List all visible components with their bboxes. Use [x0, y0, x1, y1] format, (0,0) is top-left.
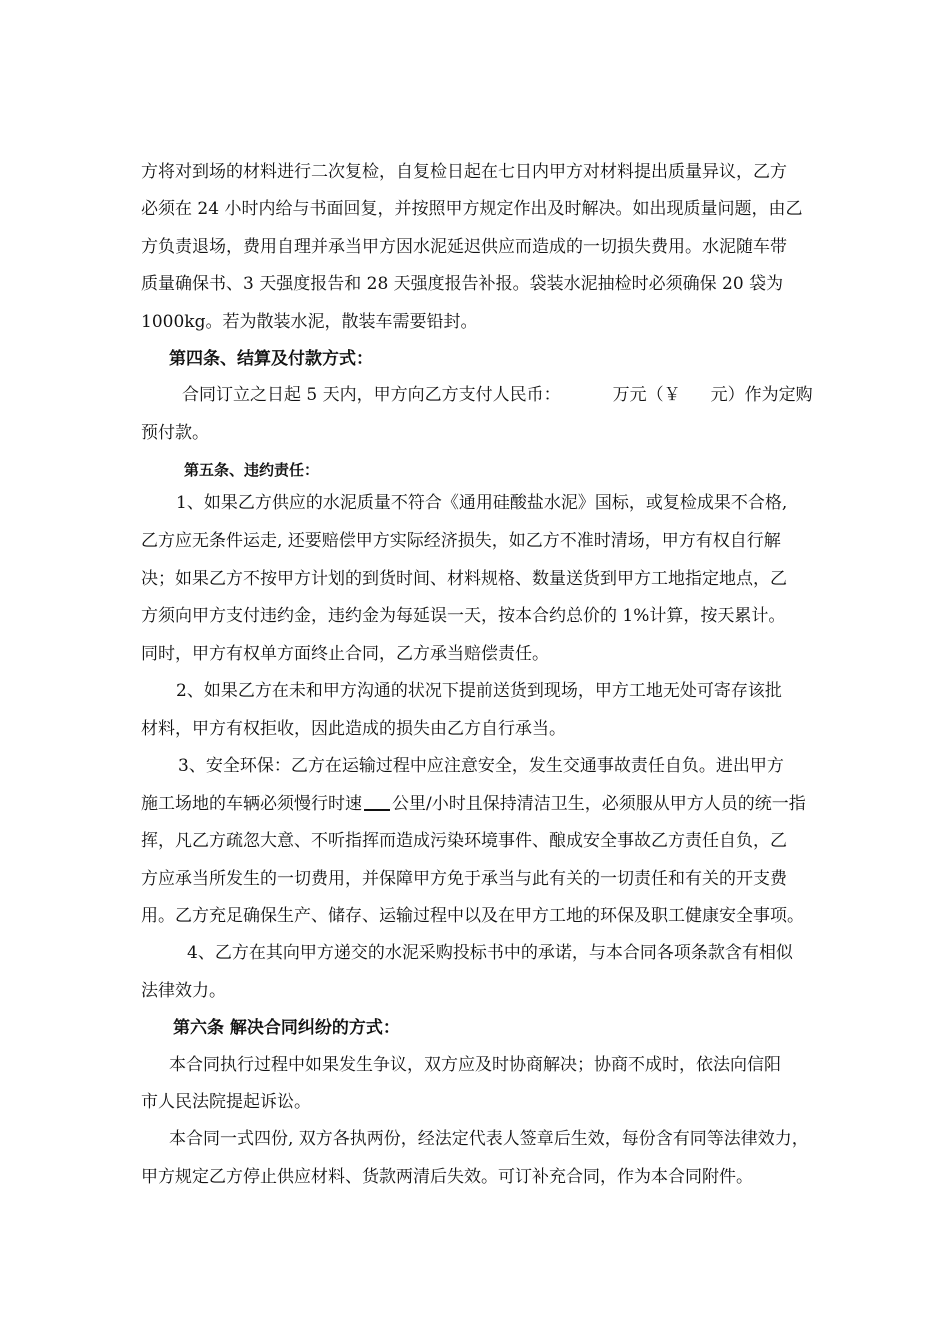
amount-yuan-text: 元）作为定购 — [710, 385, 813, 405]
payment-text: 合同订立之日起 5 天内，甲方向乙方支付人民币： — [182, 385, 561, 405]
body-line: 乙方应无条件运走, 还要赔偿甲方实际经济损失，如乙方不准时清场，甲方有权自行解 — [141, 531, 781, 551]
section-heading-5: 第五条、违约责任： — [184, 461, 320, 479]
body-line: 1000kg。若为散装水泥，散装车需要铅封。 — [141, 312, 478, 332]
body-line: 必须在 24 小时内给与书面回复，并按照甲方规定作出及时解决。如出现质量问题，由乙 — [141, 199, 803, 219]
payment-line — [182, 384, 882, 406]
clause-4-line: 4、乙方在其向甲方递交的水泥采购投标书中的承诺，与本合同各项条款含有相似 — [187, 943, 793, 963]
body-line: 市人民法院提起诉讼。 — [141, 1092, 311, 1112]
copies-line: 本合同一式四份, 双方各执两份，经法定代表人签章后生效，每份含有同等法律效力， — [169, 1129, 809, 1149]
body-line: 用。乙方充足确保生产、储存、运输过程中以及在甲方工地的环保及职工健康安全事项。 — [141, 906, 804, 926]
body-line: 法律效力。 — [141, 981, 226, 1001]
speed-line — [141, 793, 881, 815]
body-line: 决；如果乙方不按甲方计划的到货时间、材料规格、数量送货到甲方工地指定地点，乙 — [141, 569, 787, 589]
body-line: 挥，凡乙方疏忽大意、不听指挥而造成污染环境事件、酿成安全事故乙方责任自负，乙 — [141, 831, 787, 851]
clause-3-line: 3、安全环保：乙方在运输过程中应注意安全，发生交通事故责任自负。进出甲方 — [178, 756, 784, 776]
speed-blank — [364, 794, 390, 811]
speed-unit-text: 公里/小时且保持清洁卫生，必须服从甲方人员的统一指 — [392, 794, 806, 814]
body-line: 方将对到场的材料进行二次复检，自复检日起在七日内甲方对材料提出质量异议，乙方 — [141, 162, 787, 182]
body-line: 方应承当所发生的一切费用，并保障甲方免于承当与此有关的一切责任和有关的开支费 — [141, 869, 787, 889]
section-heading-6: 第六条 解决合同纠纷的方式： — [173, 1018, 400, 1038]
clause-2-line: 2、如果乙方在未和甲方沟通的状况下提前送货到现场，甲方工地无处可寄存该批 — [176, 681, 782, 701]
dispute-line: 本合同执行过程中如果发生争议，双方应及时协商解决；协商不成时，依法向信阳 — [169, 1055, 781, 1075]
body-line: 材料，甲方有权拒收，因此造成的损失由乙方自行承当。 — [141, 719, 566, 739]
body-line: 同时，甲方有权单方面终止合同，乙方承当赔偿责任。 — [141, 644, 549, 664]
amount-wan-text: 万元（￥ — [612, 385, 681, 405]
body-line: 质量确保书、3 天强度报告和 28 天强度报告补报。袋装水泥抽检时必须确保 20 袋为 — [141, 274, 784, 294]
body-line: 方须向甲方支付违约金，违约金为每延误一天，按本合约总价的 1%计算，按天累计。 — [141, 606, 786, 626]
section-heading-4: 第四条、结算及付款方式： — [169, 349, 373, 369]
body-line: 预付款。 — [141, 423, 209, 443]
body-line: 方负责退场，费用自理并承当甲方因水泥延迟供应而造成的一切损失费用。水泥随车带 — [141, 237, 787, 257]
clause-1-line: 1、如果乙方供应的水泥质量不符合《通用硅酸盐水泥》国标，或复检成果不合格, — [176, 493, 788, 513]
body-line: 甲方规定乙方停止供应材料、货款两清后失效。可订补充合同，作为本合同附件。 — [141, 1167, 753, 1187]
speed-text: 施工场地的车辆必须慢行时速 — [141, 794, 362, 814]
